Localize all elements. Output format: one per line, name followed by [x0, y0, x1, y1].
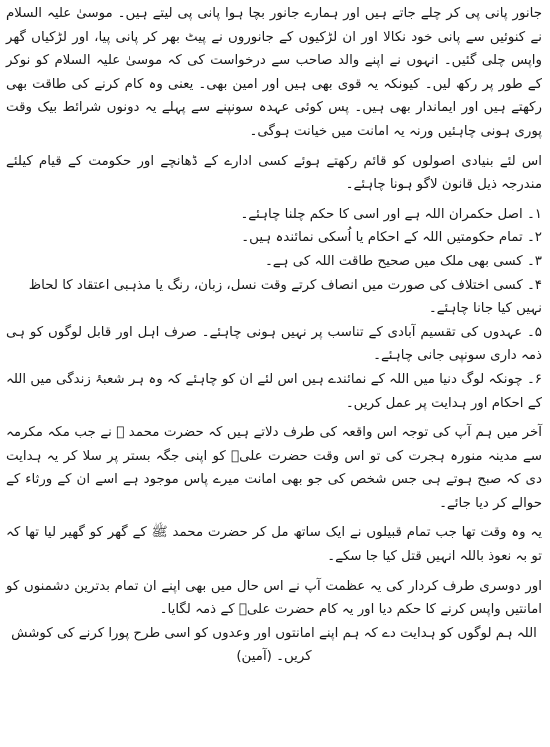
list-item-2: ۲۔ تمام حکومتیں اللہ کے احکام یا اُسکی نمائندہ ہیں۔	[241, 230, 542, 246]
paragraph-hijrat: آخر میں ہم آپ کی توجہ اس واقعہ کی طرف دلاتے ہیں کہ حضرت محمد ﷺ نے جب مکہ مکرمہ سے مدینہ منورہ ہجرت کی تو اس وقت حضرت علیؓ کو اپنی جگہ بستر پر سلا کر یہ ہدایت دی کہ صبح ہوتے ہی جس شخص کی جو بھی امانت میرے پاس موجود ہے اسے ان کے ورثاء کے حوالے کر دیا جائے۔	[6, 425, 542, 511]
paragraph-intro: جانور پانی پی کر چلے جاتے ہیں اور ہمارے جانور بچا ہوا پانی پی لیتے ہیں۔ موسیٰ علیہ السلام نے کنوئیں سے پانی خود نکالا اور ان لڑکیوں کے جانوروں نے پیٹ بھر کر پانی پیا، اور لڑکیاں گھر واپس چلی گئیں۔ انہوں نے اپنے والد صاحب سے درخواست کی کہ موسیٰ علیہ السلام کو نوکر کے طور پر رکھ لیں۔ کیونکہ یہ قوی بھی ہیں اور امین بھی۔ یعنی وہ کام کرنے کی طاقت بھی رکھتے ہیں اور ایماندار بھی ہیں۔ پس کوئی عہدہ سونپنے سے پہلے یہ دونوں شرائط بیک وقت پوری ہونی چاہئیں ورنہ یہ امانت میں خیانت ہوگی۔	[6, 6, 542, 139]
list-item-6: ۶۔ چونکہ لوگ دنیا میں اللہ کے نمائندے ہیں اس لئے ان کو چاہئے کہ وہ ہر شعبۂ زندگی میں اللہ کے احکام اور ہدایت پر عمل کریں۔	[6, 371, 542, 411]
list-item-4: ۴۔ کسی اختلاف کی صورت میں انصاف کرتے وقت نسل، زبان، رنگ یا مذہبی اعتقاد کا لحاظ نہیں کیا جانا چاہئے۔	[28, 277, 542, 317]
list-item-3: ۳۔ کسی بھی ملک میں صحیح طاقت اللہ کی ہے۔	[264, 253, 542, 269]
list-item-1: ۱۔ اصل حکمران اللہ ہے اور اسی کا حکم چلنا چاہئے۔	[240, 206, 542, 222]
list-item-5: ۵۔ عہدوں کی تقسیم آبادی کے تناسب پر نہیں ہونی چاہئے۔ صرف اہل اور قابل لوگوں کو ہی ذمہ داری سونپی جانی چاہئے۔	[6, 324, 542, 364]
paragraph-character: اور دوسری طرف کردار کی یہ عظمت آپ نے اس حال میں بھی اپنے ان تمام بدترین دشمنوں کو امانتیں واپس کرنے کا حکم دیا اور یہ کام حضرت علیؓ کے ذمہ لگایا۔	[6, 578, 542, 618]
paragraph-prayer: اللہ ہم لوگوں کو ہدایت دے کہ ہم اپنے امانتوں اور وعدوں کو اسی طرح پورا کرنے کی کوشش کریں۔ (آمین)	[11, 625, 537, 665]
paragraph-siege: یہ وہ وقت تھا جب تمام قبیلوں نے ایک ساتھ مل کر حضرت محمد ﷺ کے گھر کو گھیر لیا تھا کہ تو بہ نعوذ باللہ انہیں قتل کیا جا سکے۔	[6, 525, 542, 565]
paragraph-principles: اس لئے بنیادی اصولوں کو قائم رکھتے ہوئے کسی ادارے کے ڈھانچے اور حکومت کے قیام کیلئے مندرجہ ذیل قانون لاگو ہونا چاہئے۔	[6, 153, 542, 193]
